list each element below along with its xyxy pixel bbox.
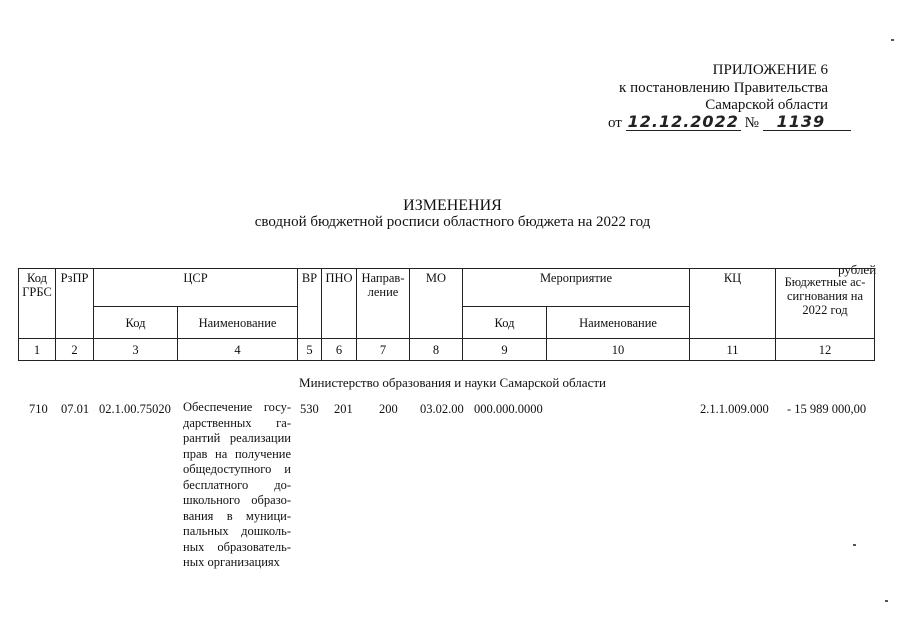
cell-mer-kod: 000.000.0000 bbox=[474, 402, 543, 416]
header-mer-kod: Код bbox=[463, 307, 547, 339]
scan-speck bbox=[853, 544, 856, 546]
cell-pno: 201 bbox=[334, 402, 353, 416]
col-number: 10 bbox=[547, 339, 690, 361]
col-number: 9 bbox=[463, 339, 547, 361]
col-number: 11 bbox=[690, 339, 776, 361]
appendix-date-line bbox=[608, 113, 851, 132]
header-csr-kod: Код bbox=[94, 307, 178, 339]
header-table bbox=[18, 268, 875, 361]
cell-budget: - 15 989 000,00 bbox=[787, 402, 867, 416]
col-number: 12 bbox=[776, 339, 875, 361]
col-number: 8 bbox=[410, 339, 463, 361]
scan-speck bbox=[891, 39, 894, 41]
col-number: 3 bbox=[94, 339, 178, 361]
col-number: 6 bbox=[322, 339, 357, 361]
col-number: 5 bbox=[298, 339, 322, 361]
col-number: 4 bbox=[178, 339, 298, 361]
header-kod-grbs: Код ГРБС bbox=[19, 269, 56, 339]
cell-napravlenie: 200 bbox=[379, 402, 398, 416]
header-rzpr: РзПР bbox=[56, 269, 94, 339]
document-subtitle: сводной бюджетной росписи областного бюджета на 2022 год bbox=[254, 214, 651, 230]
col-number: 1 bbox=[19, 339, 56, 361]
handwritten-number: 1139 bbox=[763, 113, 852, 131]
appendix-line1: к постановлению Правительства bbox=[619, 80, 828, 96]
handwritten-date: 12.12.2022 bbox=[627, 112, 739, 131]
header-mer-name: Наименование bbox=[547, 307, 690, 339]
col-number: 2 bbox=[56, 339, 94, 361]
units-label: рублей bbox=[838, 262, 877, 277]
cell-rzpr: 07.01 bbox=[61, 402, 90, 416]
appendix-title: ПРИЛОЖЕНИЕ 6 bbox=[712, 62, 828, 78]
header-budget: Бюджетные ас- сигнования на 2022 год bbox=[776, 269, 875, 339]
header-kc: КЦ bbox=[690, 269, 776, 339]
header-pno: ПНО bbox=[322, 269, 357, 339]
header-mo: МО bbox=[410, 269, 463, 339]
header-csr-name: Наименование bbox=[178, 307, 298, 339]
cell-kc: 2.1.1.009.000 bbox=[700, 402, 769, 416]
cell-vr: 530 bbox=[300, 402, 319, 416]
number-sign: № bbox=[744, 115, 759, 131]
cell-csr-kod: 02.1.00.75020 bbox=[99, 402, 171, 416]
cell-csr-name: Обеспечение госу- дарственных га- рантий реализации прав на получение общедоступного и бесплатного до- школьного образо- вания в муници- пальных дошколь- ных образователь- ных организациях bbox=[183, 400, 291, 569]
header-meropriyatie: Мероприятие bbox=[463, 269, 690, 307]
section-title: Министерство образования и науки Самарской области bbox=[299, 375, 606, 390]
cell-mo: 03.02.00 bbox=[420, 402, 464, 416]
cell-kod-grbs: 710 bbox=[29, 402, 48, 416]
date-prefix: от bbox=[608, 115, 622, 131]
scan-speck bbox=[885, 600, 888, 602]
header-csr: ЦСР bbox=[94, 269, 298, 307]
document-title: ИЗМЕНЕНИЯ bbox=[403, 197, 502, 214]
appendix-line2: Самарской области bbox=[705, 97, 828, 113]
col-number: 7 bbox=[357, 339, 410, 361]
header-vr: ВР bbox=[298, 269, 322, 339]
header-napravlenie: Направ- ление bbox=[357, 269, 410, 339]
